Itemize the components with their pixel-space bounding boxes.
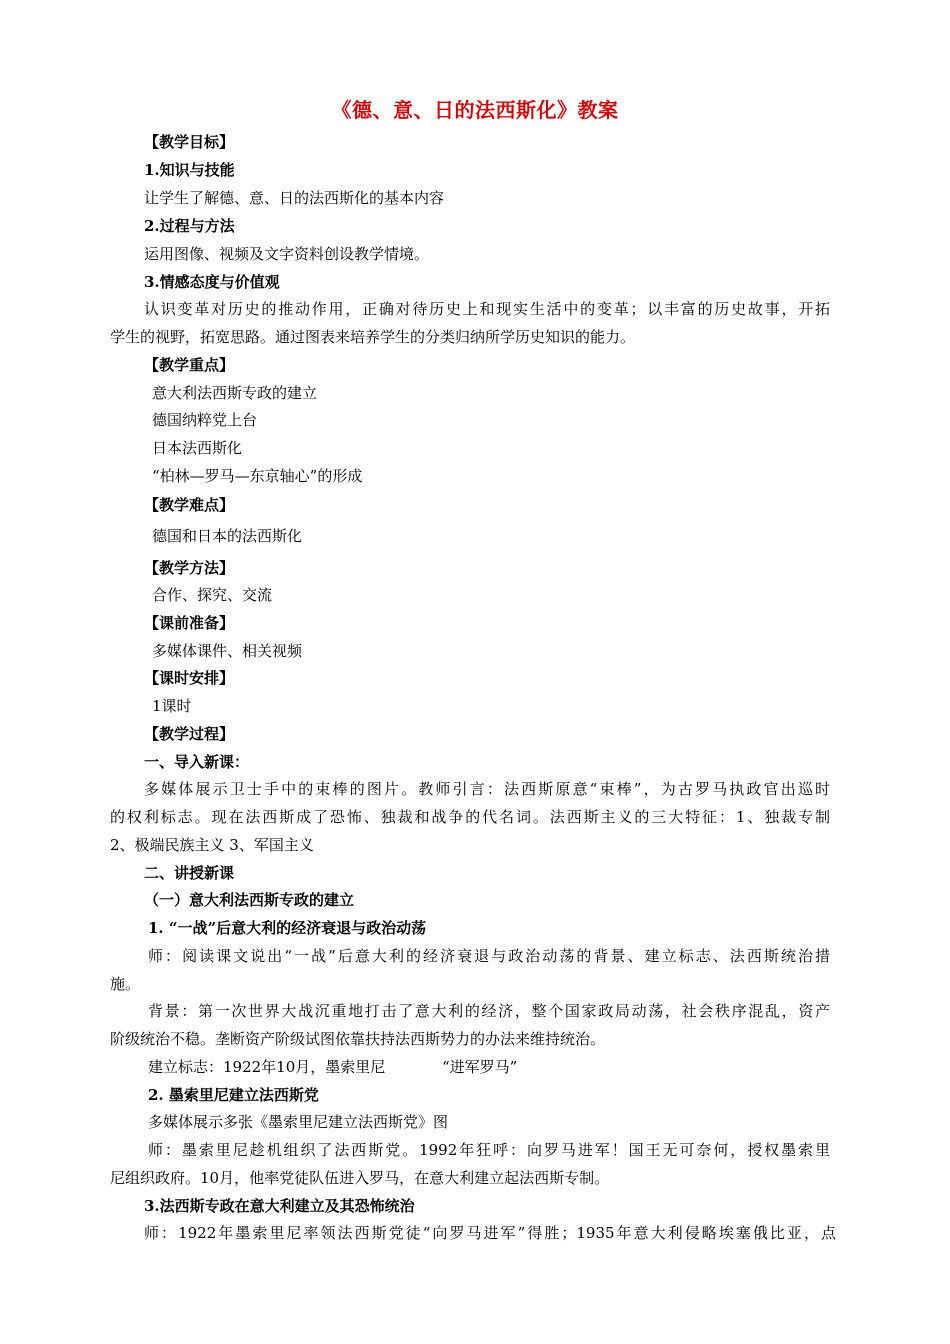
section-heading-schedule: 【课时安排】 <box>144 669 235 687</box>
section-heading-difficulties: 【教学难点】 <box>144 496 235 514</box>
subheading-values: 3.情感态度与价值观 <box>144 273 280 291</box>
intro-text-line-1: 多媒体展示卫士手中的束棒的图片。教师引言：法西斯原意“束棒”，为古罗马执政官出巡时 <box>144 780 830 798</box>
key-point-item: 日本法西斯化 <box>152 439 243 457</box>
italy-section-heading: （一）意大利法西斯专政的建立 <box>144 891 355 909</box>
section-heading-methods: 【教学方法】 <box>144 559 235 577</box>
sub2-teacher-line-2: 尼组织政府。10月，他率党徒队伍进入罗马，在意大利建立起法西斯专制。 <box>110 1169 610 1187</box>
preparation-text: 多媒体课件、相关视频 <box>152 642 303 660</box>
sub1-question-line-2: 施。 <box>110 975 141 993</box>
key-point-item: 德国纳粹党上台 <box>152 411 258 429</box>
methods-text: 合作、探究、交流 <box>152 586 273 604</box>
subsection-heading-1: 1. “一战”后意大利的经济衰退与政治动荡 <box>148 919 427 937</box>
sub3-teacher-line-1: 师：1922年墨索里尼率领法西斯党徒“向罗马进军”得胜；1935年意大利侵略埃塞俄比亚，点 <box>144 1224 836 1242</box>
section-heading-objectives: 【教学目标】 <box>144 133 235 151</box>
sub1-establishment-mark: 建立标志：1922年10月，墨索里尼 <box>148 1058 386 1076</box>
subsection-heading-3: 3.法西斯专政在意大利建立及其恐怖统治 <box>144 1197 415 1215</box>
sub2-media-text: 多媒体展示多张《墨索里尼建立法西斯党》图 <box>148 1113 449 1131</box>
new-lesson-heading: 二、讲授新课 <box>144 864 235 882</box>
knowledge-text: 让学生了解德、意、日的法西斯化的基本内容 <box>144 189 445 207</box>
values-text-line-1: 认识变革对历史的推动作用，正确对待历史上和现实生活中的变革；以丰富的历史故事，开拓 <box>144 300 830 318</box>
sub1-establishment-event: “进军罗马” <box>442 1058 518 1076</box>
sub1-background-line-1: 背景：第一次世界大战沉重地打击了意大利的经济，整个国家政局动荡，社会秩序混乱，资产 <box>148 1002 830 1020</box>
sub2-teacher-line-1: 师：墨索里尼趁机组织了法西斯党。1992年狂呼：向罗马进军！国王无可奈何，授权墨索里 <box>148 1141 830 1159</box>
subsection-heading-2: 2. 墨索里尼建立法西斯党 <box>148 1086 319 1104</box>
schedule-text: 1课时 <box>152 697 192 715</box>
section-heading-process: 【教学过程】 <box>144 725 235 743</box>
intro-text-line-3: 2、极端民族主义 3、军国主义 <box>110 836 314 854</box>
values-text-line-2: 学生的视野，拓宽思路。通过图表来培养学生的分类归纳所学历史知识的能力。 <box>110 328 636 346</box>
sub1-background-line-2: 阶级统治不稳。垄断资产阶级试图依靠扶持法西斯势力的办法来维持统治。 <box>110 1030 606 1048</box>
section-heading-preparation: 【课前准备】 <box>144 614 235 632</box>
section-heading-key-points: 【教学重点】 <box>144 356 235 374</box>
process-text: 运用图像、视频及文字资料创设教学情境。 <box>144 245 430 263</box>
intro-text-line-2: 的权利标志。现在法西斯成了恐怖、独裁和战争的代名词。法西斯主义的三大特征：1、独裁专制 <box>110 808 830 826</box>
document-title: 《德、意、日的法西斯化》教案 <box>331 98 619 122</box>
subheading-process: 2.过程与方法 <box>144 217 235 235</box>
intro-heading: 一、导入新课： <box>144 753 250 771</box>
subheading-knowledge: 1.知识与技能 <box>144 161 235 179</box>
sub1-question-line-1: 师：阅读课文说出“一战”后意大利的经济衰退与政治动荡的背景、建立标志、法西斯统治措 <box>148 947 830 965</box>
key-point-item: “柏林—罗马—东京轴心”的形成 <box>152 467 363 485</box>
key-point-item: 意大利法西斯专政的建立 <box>152 384 318 402</box>
difficulties-text: 德国和日本的法西斯化 <box>152 527 303 545</box>
